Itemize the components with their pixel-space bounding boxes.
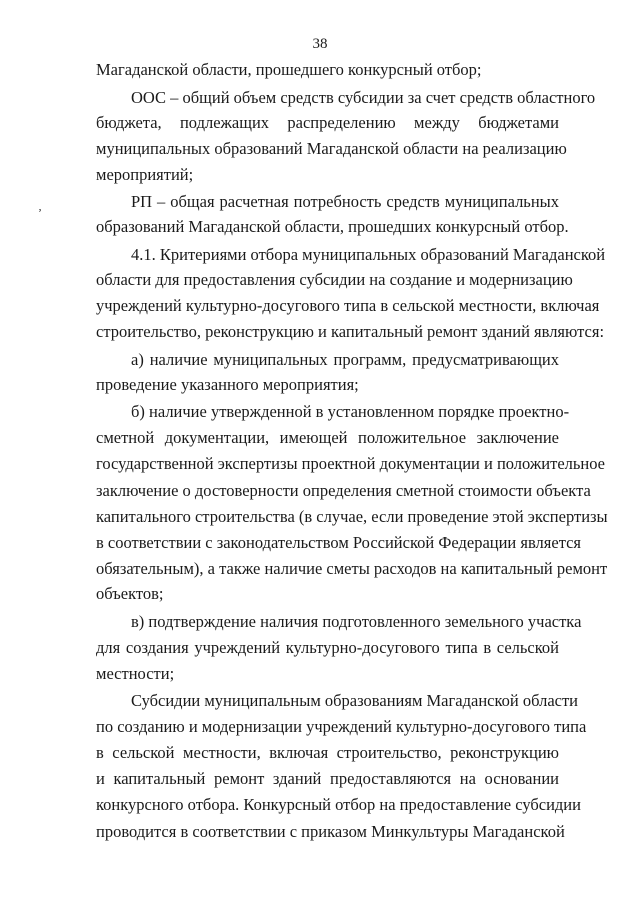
text-line: б) наличие утвержденной в установленном порядке проектно- (131, 402, 570, 421)
text-line: образований Магаданской области, прошедших конкурсный отбор. (96, 217, 569, 236)
text-line: Субсидии муниципальным образованиям Магаданской области (131, 691, 579, 710)
text-line: объектов; (96, 584, 164, 603)
text-line: местности; (96, 664, 175, 683)
text-line: и капитальный ремонт зданий предоставляются на основании (96, 769, 559, 788)
text-line: проводится в соответствии с приказом Минкультуры Магаданской (96, 822, 565, 841)
text-line: по созданию и модернизации учреждений культурно-досугового типа (96, 717, 587, 736)
text-line: обязательным), а также наличие сметы расходов на капитальный ремонт (96, 559, 608, 578)
text-line: проведение указанного мероприятия; (96, 375, 359, 394)
text-line: а) наличие муниципальных программ, предусматривающих (131, 350, 559, 369)
text-line: капитального строительства (в случае, если проведение этой экспертизы (96, 507, 608, 526)
text-line: в сельской местности, включая строительство, реконструкцию (96, 743, 559, 762)
text-line: области для предоставления субсидии на создание и модернизацию (96, 270, 573, 289)
text-line: муниципальных образований Магаданской области на реализацию (96, 139, 567, 158)
text-line: бюджета, подлежащих распределению между бюджетами (96, 113, 559, 132)
page-number: 38 (312, 36, 328, 52)
text-line: сметной документации, имеющей положительное заключение (96, 428, 559, 447)
text-line: заключение о достоверности определения сметной стоимости объекта (96, 481, 591, 500)
text-line: строительство, реконструкцию и капитальный ремонт зданий являются: (96, 322, 605, 341)
scan-mark: ʼ (38, 206, 42, 220)
text-line: государственной экспертизы проектной документации и положительное (96, 454, 606, 473)
text-line: учреждений культурно-досугового типа в сельской местности, включая (96, 296, 600, 315)
text-line: в соответствии с законодательством Российской Федерации является (96, 533, 582, 552)
text-line: Магаданской области, прошедшего конкурсный отбор; (96, 60, 482, 79)
text-line: конкурсного отбора. Конкурсный отбор на предоставление субсидии (96, 795, 581, 814)
text-line: ООС – общий объем средств субсидии за счет средств областного (131, 88, 596, 107)
text-line: в) подтверждение наличия подготовленного земельного участка (131, 612, 582, 631)
text-line: 4.1. Критериями отбора муниципальных образований Магаданской (131, 245, 606, 264)
text-line: для создания учреждений культурно-досугового типа в сельской (96, 638, 559, 657)
text-line: мероприятий; (96, 165, 194, 184)
text-line: РП – общая расчетная потребность средств муниципальных (131, 192, 559, 211)
